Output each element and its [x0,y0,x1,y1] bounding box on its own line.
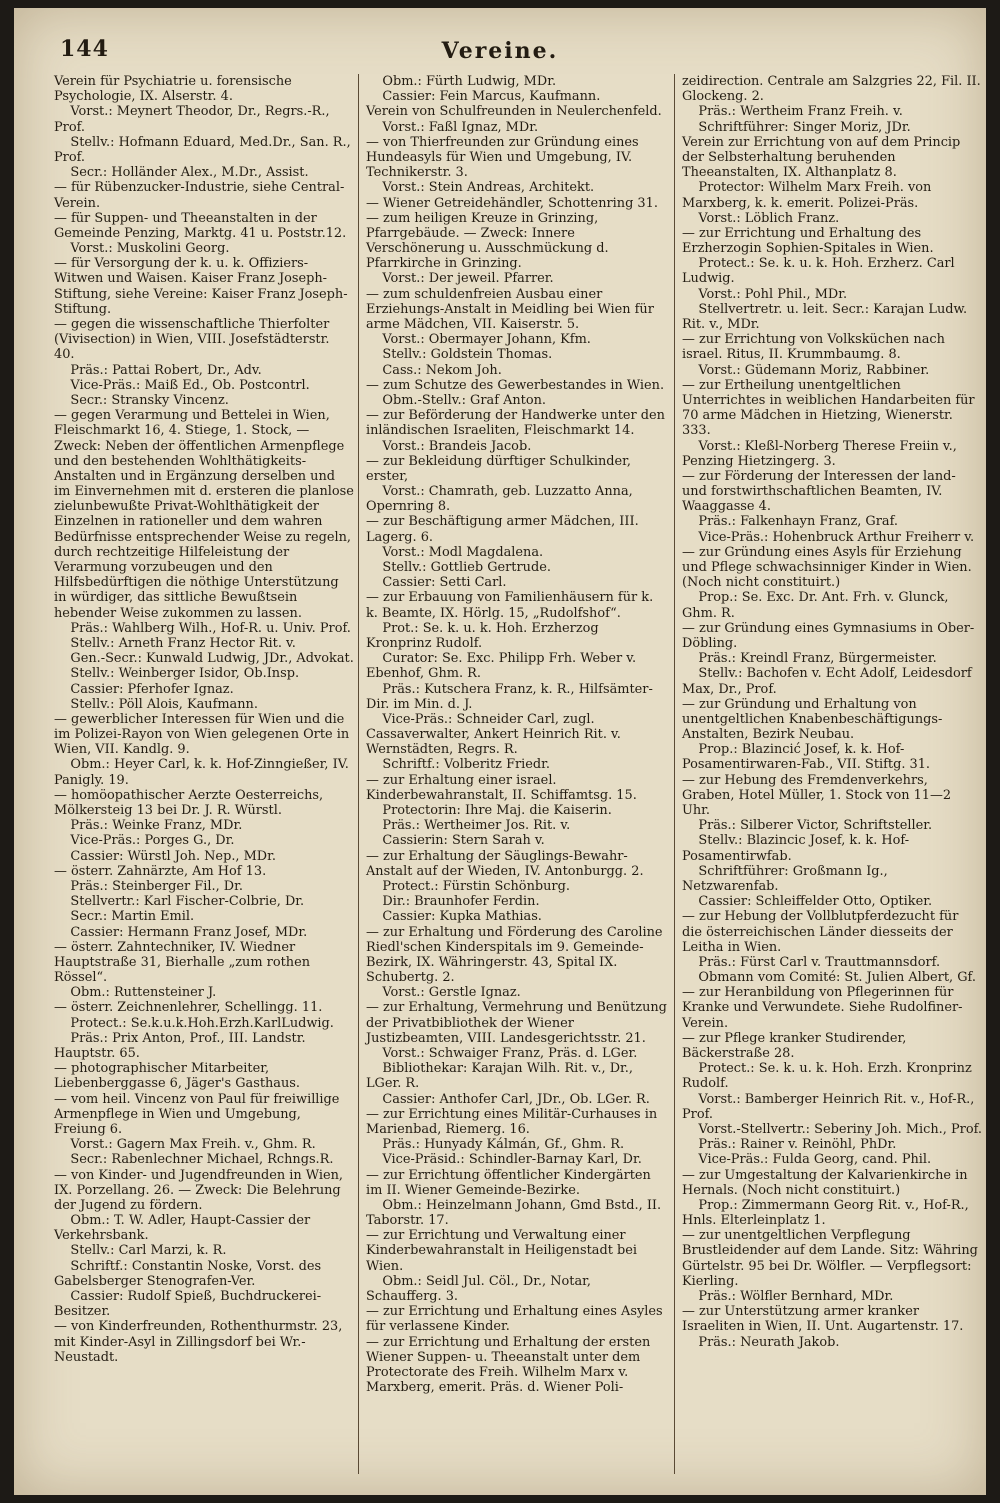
directory-entry: — zur Gründung eines Asyls für Erziehung und Pflege schwachsinniger Kinder in Wien. (Noch nicht constituirt.) Prop.: Se. Exc. Dr. Ant. Frh. v. Glunck, Ghm. R. [682,544,972,621]
directory-entry: — zur Bekleidung dürftiger Schulkinder, erster, Vorst.: Chamrath, geb. Luzzatto Anna, Opernring 8. [366,453,633,515]
directory-entry: — photographischer Mitarbeiter, Liebenberggasse 6, Jäger's Gasthaus. [54,1061,301,1092]
directory-entry: — österr. Zeichnenlehrer, Schellingg. 11. Protect.: Se.k.u.k.Hoh.Erzh.KarlLudwig. Präs.: Prix Anton, Prof., III. Landstr. Hauptstr. 65. [54,1000,334,1061]
directory-entry: — zur Erhaltung, Vermehrung und Benützung der Privatbibliothek der Wiener Justizbeamten, VIII. Landesgerichtsstr. 21. Vorst.: Schwaiger Franz, Präs. d. LGer. Bibliothekar: Karajan Wilh. Rit. v., Dr., LGer. R. Cassier: Anthofer Carl, JDr., Ob. LGer. R. [366,1000,667,1107]
directory-entry: — zur Erhaltung der Säuglings-Bewahr-Anstalt auf der Wieden, IV. Antonburgg. 2. Protect.: Fürstin Schönburg. Dir.: Braunhofer Ferdin. Cassier: Kupka Mathias. [366,848,644,925]
directory-entry: — gegen Verarmung und Bettelei in Wien, Fleischmarkt 16, 4. Stiege, 1. Stock, — Zweck: Neben der öffentlichen Armenpflege und den bestehenden Wohlthätigkeits-Anstalten und in Ergänzung derselben und im Einvernehmen mit d. ersteren die planlose zielunbewußte Privat-Wohlthätigkeit der Einzelnen in rationeller und dem wahren Bedürfnisse entsprechender Weise zu regeln, durch rechtzeitige Hilfeleistung der Verarmung vorzubeugen und den Hilfsbedürftigen die nöthige Unterstützung in würdiger, das sittliche Bewußtsein hebender Weise zukommen zu lassen. Präs.: Wahlberg Wilh., Hof-R. u. Univ. Prof. Stellv.: Arneth Franz Hector Rit. v. Gen.-Secr.: Kunwald Ludwig, JDr., Advokat. Stellv.: Weinberger Isidor, Ob.Insp. Cassier: Pferhofer Ignaz. Stellv.: Pöll Alois, Kaufmann. [54,408,354,712]
directory-entry: — zur Erbauung von Familienhäusern für k. k. Beamte, IX. Hörlg. 15, „Rudolfshof“. Prot.: Se. k. u. k. Hoh. Erzherzog Kronprinz Rudolf. Curator: Se. Exc. Philipp Frh. Weber v. Ebenhof, Ghm. R. Präs.: Kutschera Franz, k. R., Hilfsämter-Dir. im Min. d. J. Vice-Präs.: Schneider Carl, zugl. Cassaverwalter, Ankert Heinrich Rit. v. Wernstädten, Regrs. R. Schriftf.: Volberitz Friedr. [366,590,654,773]
directory-entry: — zur Errichtung öffentlicher Kindergärten im II. Wiener Gemeinde-Bezirke. Obm.: Heinzelmann Johann, Gmd Bstd., II. Taborstr. 17. [366,1167,662,1229]
directory-entry: — zum schuldenfreien Ausbau einer Erziehungs-Anstalt in Meidling bei Wien für arme Mädchen, VII. Kaiserstr. 5. Vorst.: Obermayer Johann, Kfm. Stellv.: Goldstein Thomas. Cass.: Nekom Joh. [366,286,654,378]
directory-entry: — zur Gründung eines Gymnasiums in Ober-Döbling. Präs.: Kreindl Franz, Bürgermeister. Stellv.: Bachofen v. Echt Adolf, Leidesdorf Max, Dr., Prof. [682,620,975,697]
directory-entry: — zur Ertheilung unentgeltlichen Unterrichtes in weiblichen Handarbeiten für 70 arme Mädchen in Hietzing, Wienerstr. 333. Vorst.: Kleßl-Norberg Therese Freiin v., Penzing Hietzingerg. 3. [682,377,975,469]
directory-entry: — von Kinder- und Jugendfreunden in Wien, IX. Porzellang. 26. — Zweck: Die Belehrung der Jugend zu fördern. Obm.: T. W. Adler, Haupt-Cassier der Verkehrsbank. Stellv.: Carl Marzi, k. R. Schriftf.: Constantin Noske, Vorst. des Gabelsberger Stenografen-Ver. Cassier: Rudolf Spieß, Buchdruckerei-Besitzer. [54,1167,343,1320]
directory-entry: — zur Errichtung und Erhaltung des Erzherzogin Sophien-Spitales in Wien. Protect.: Se. k. u. k. Hoh. Erzherz. Carl Ludwig. Vorst.: Pohl Phil., MDr. Stellvertretr. u. leit. Secr.: Karajan Ludw. Rit. v., MDr. [682,225,968,332]
directory-entry: — zur Pflege kranker Studirender, Bäckerstraße 28. Protect.: Se. k. u. k. Hoh. Erzh. Kronprinz Rudolf. Vorst.: Bamberger Heinrich Rit. v., Hof-R., Prof. Vorst.-Stellvertr.: Seberiny Joh. Mich., Prof. Präs.: Rainer v. Reinöhl, PhDr. Vice-Präs.: Fulda Georg, cand. Phil. [682,1030,982,1168]
directory-entry: Obm.: Fürth Ludwig, MDr. Cassier: Fein Marcus, Kaufmann. [382,74,601,105]
column-rule [674,74,675,1474]
page-header [14,8,986,68]
directory-entry: — zur Hebung der Vollblutpferdezucht für die österreichischen Länder diesseits der Leitha in Wien. Präs.: Fürst Carl v. Trauttmannsdorf. Obmann vom Comité: St. Julien Albert, Gf. [682,909,976,986]
column-left [54,74,354,1484]
directory-entry: — von Kinderfreunden, Rothenthurmstr. 23, mit Kinder-Asyl in Zillingsdorf bei Wr.-Neustadt. [54,1319,347,1365]
directory-entry: — Wiener Getreidehändler, Schottenring 31. [366,195,658,211]
directory-entry: — zur unentgeltlichen Verpflegung Brustleidender auf dem Lande. Sitz: Währing Gürtelstr. 95 bei Dr. Wölfler. — Verpflegsort: Kierling. Präs.: Wölfler Bernhard, MDr. [682,1228,978,1304]
directory-entry: Verein für Psychiatrie u. forensische Psychologie, IX. Alserstr. 4. Vorst.: Meynert Theodor, Dr., Regrs.-R., Prof. Stellv.: Hofmann Eduard, Med.Dr., San. R., Prof. Secr.: Holländer Alex., M.Dr., Assist. [54,74,351,181]
directory-entry: — zur Errichtung und Verwaltung einer Kinderbewahranstalt in Heiligenstadt bei Wien. Obm.: Seidl Jul. Cöl., Dr., Notar, Schaufferg. 3. [366,1228,637,1304]
directory-entry: — zur Errichtung eines Militär-Curhauses in Marienbad, Riemerg. 16. Präs.: Hunyady Kálmán, Gf., Ghm. R. Vice-Präsid.: Schindler-Barnay Karl, Dr. [366,1106,658,1168]
directory-entry: — zur Errichtung und Erhaltung eines Asyles für verlassene Kinder. [366,1304,667,1335]
column-right [682,74,982,1484]
directory-entry: Verein zur Errichtung von auf dem Princip der Selbsterhaltung beruhenden Theeanstalten, IX. Althanplatz 8. Protector: Wilhelm Marx Freih. von Marxberg, k. k. emerit. Polizei-Präs. Vorst.: Löblich Franz. [682,134,961,226]
directory-entry: — zur Heranbildung von Pflegerinnen für Kranke und Verwundete. Siehe Rudolfiner-Verein. [682,985,963,1031]
directory-entry: — österr. Zahntechniker, IV. Wiedner Hauptstraße 31, Bierhalle „zum rothen Rössel“. Obm.: Ruttensteiner J. [54,939,311,1001]
directory-entry: — zur Erhaltung und Förderung des Caroline Riedl'schen Kinderspitals im 9. Gemeinde-Bezirk, IX. Währingerstr. 43, Spital IX. Schubertg. 2. Vorst.: Gerstle Ignaz. [366,924,663,1001]
directory-entry: — von Thierfreunden zur Gründung eines Hundeasyls für Wien und Umgebung, IV. Technikerstr. 3. Vorst.: Stein Andreas, Architekt. [366,134,639,196]
directory-entry: — zur Hebung des Fremdenverkehrs, Graben, Hotel Müller, 1. Stock von 11—2 Uhr. Präs.: Silberer Victor, Schriftsteller. Stellv.: Blazincic Josef, k. k. Hof-Posamentirwfab. Schriftführer: Großmann Ig., Netzwarenfab. Cassier: Schleiffelder Otto, Optiker. [682,772,952,910]
running-head: Vereine. [441,38,559,64]
directory-entry: — gegen die wissenschaftliche Thierfolter (Vivisection) in Wien, VIII. Josefstädterstr. 40. Präs.: Pattai Robert, Dr., Adv. Vice-Präs.: Maiß Ed., Ob. Postcontrl. Secr.: Stransky Vincenz. [54,317,330,408]
directory-entry: — gewerblicher Interessen für Wien und die im Polizei-Rayon von Wien gelegenen Orte in Wien, VII. Kandlg. 9. Obm.: Heyer Carl, k. k. Hof-Zinngießer, IV. Panigly. 19. [54,711,350,788]
directory-entry: — für Suppen- und Theeanstalten in der Gemeinde Penzing, Marktg. 41 u. Poststr.12. Vorst.: Muskolini Georg. [54,210,347,257]
directory-entry: zeidirection. Centrale am Salzgries 22, Fil. II. Glockeng. 2. Präs.: Wertheim Franz Freih. v. Schriftführer: Singer Moriz, JDr. [682,74,981,135]
directory-entry: Verein von Schulfreunden in Neulerchenfeld. Vorst.: Faßl Ignaz, MDr. [366,104,662,135]
directory-entry: — zur Umgestaltung der Kalvarienkirche in Hernals. (Noch nicht constituirt.) Prop.: Zimmermann Georg Rit. v., Hof-R., Hnls. Elterleinplatz 1. [682,1167,969,1229]
document-page [14,8,986,1495]
directory-entry: — zur Erhaltung einer israel. Kinderbewahranstalt, II. Schiffamtsg. 15. Protectorin: Ihre Maj. die Kaiserin. Präs.: Wertheimer Jos. Rit. v. Cassierin: Stern Sarah v. [366,772,637,849]
column-middle [366,74,668,1484]
directory-entry: — zum Schutze des Gewerbestandes in Wien. Obm.-Stellv.: Graf Anton. [366,377,665,408]
directory-entry: — zur Beförderung der Handwerke unter den inländischen Israeliten, Fleischmarkt 14. Vorst.: Brandeis Jacob. [366,408,665,454]
directory-entry: — homöopathischer Aerzte Oesterreichs, Mölkersteig 13 bei Dr. J. R. Würstl. Präs.: Weinke Franz, MDr. Vice-Präs.: Porges G., Dr. Cassier: Würstl Joh. Nep., MDr. [54,787,324,864]
directory-entry: — zur Unterstützung armer kranker Israeliten in Wien, II. Unt. Augartenstr. 17. Präs.: Neurath Jakob. [682,1304,964,1350]
page-number: 144 [60,36,109,62]
column-rule [358,74,359,1474]
directory-entry: — zur Beschäftigung armer Mädchen, III. Lagerg. 6. Vorst.: Modl Magdalena. Stellv.: Gottlieb Gertrude. Cassier: Setti Carl. [366,514,639,591]
directory-entry: — zur Errichtung und Erhaltung der ersten Wiener Suppen- u. Theeanstalt unter dem Protectorate des Freih. Wilhelm Marx v. Marxberg, emerit. Präs. d. Wiener Poli- [366,1334,655,1396]
directory-entry: — zur Errichtung von Volksküchen nach israel. Ritus, II. Krummbaumg. 8. Vorst.: Güdemann Moriz, Rabbiner. [682,332,945,378]
directory-entry: — zur Gründung und Erhaltung von unentgeltlichen Knabenbeschäftigungs-Anstalten, Bezirk Neubau. Prop.: Blazincić Josef, k. k. Hof-Posamentirwaren-Fab., VII. Stiftg. 31. [682,696,943,773]
directory-entry: — für Rübenzucker-Industrie, siehe Central-Verein. [54,180,345,211]
directory-entry: — zum heiligen Kreuze in Grinzing, Pfarrgebäude. — Zweck: Innere Verschönerung u. Ausschmückung d. Pfarrkirche in Grinzing. Vorst.: Der jeweil. Pfarrer. [366,210,609,287]
directory-entry: — zur Förderung der Interessen der land- und forstwirthschaftlichen Beamten, IV. Waaggasse 4. Präs.: Falkenhayn Franz, Graf. Vice-Präs.: Hohenbruck Arthur Freiherr v. [682,468,975,545]
directory-entry: — österr. Zahnärzte, Am Hof 13. Präs.: Steinberger Fil., Dr. Stellvertr.: Karl Fischer-Colbrie, Dr. Secr.: Martin Emil. Cassier: Hermann Franz Josef, MDr. [54,863,308,940]
directory-entry: — für Versorgung der k. u. k. Offiziers-Witwen und Waisen. Kaiser Franz Joseph-Stiftung, siehe Vereine: Kaiser Franz Joseph-Stiftung. [54,256,348,317]
directory-entry: — vom heil. Vincenz von Paul für freiwillige Armenpflege in Wien und Umgebung, Freiung 6. Vorst.: Gagern Max Freih. v., Ghm. R. Secr.: Rabenlechner Michael, Rchngs.R. [54,1091,340,1168]
